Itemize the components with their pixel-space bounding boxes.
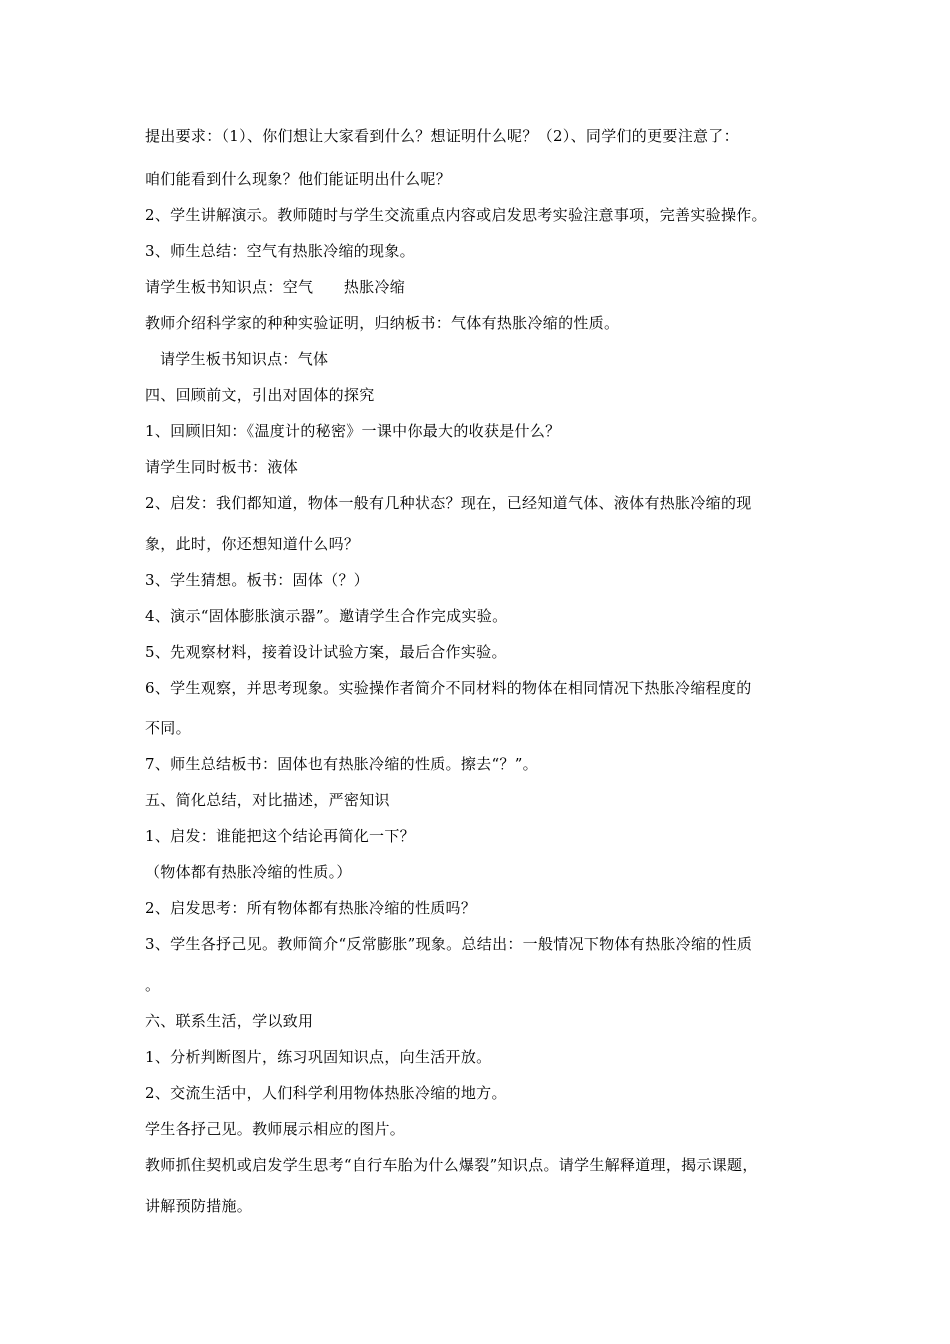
text-line: 6、学生观察，并思考现象。实验操作者简介不同材料的物体在相同情况下热胀冷缩程度的 bbox=[145, 679, 752, 697]
section-heading: 五、简化总结，对比描述，严密知识 bbox=[145, 791, 390, 809]
text-line: 2、学生讲解演示。教师随时与学生交流重点内容或启发思考实验注意事项，完善实验操作。 bbox=[145, 206, 767, 224]
text-line: 学生各抒己见。教师展示相应的图片。 bbox=[145, 1120, 406, 1138]
text-line: 3、学生各抒己见。教师简介“反常膨胀”现象。总结出：一般情况下物体有热胀冷缩的性质 bbox=[145, 935, 753, 953]
section-heading: 六、联系生活，学以致用 bbox=[145, 1012, 314, 1030]
text-line: 1、分析判断图片，练习巩固知识点，向生活开放。 bbox=[145, 1048, 492, 1066]
text-line: 1、启发：谁能把这个结论再简化一下？ bbox=[145, 827, 415, 845]
text-line: 请学生同时板书：液体 bbox=[145, 458, 299, 476]
text-line: 咱们能看到什么现象？他们能证明出什么呢？ bbox=[145, 170, 452, 188]
text-line: 提出要求：（1）、你们想让大家看到什么？想证明什么呢？（2）、同学们的更要注意了： bbox=[145, 127, 739, 145]
text-line: 4、演示“固体膨胀演示器”。邀请学生合作完成实验。 bbox=[145, 607, 508, 625]
text-line: （物体都有热胀冷缩的性质。） bbox=[145, 863, 352, 881]
text-line: 7、师生总结板书：固体也有热胀冷缩的性质。擦去“？”。 bbox=[145, 755, 538, 773]
text-line: 。 bbox=[145, 976, 161, 994]
text-line: 1、回顾旧知：《温度计的秘密》一课中你最大的收获是什么？ bbox=[145, 422, 561, 440]
text-line: 2、启发：我们都知道，物体一般有几种状态？现在，已经知道气体、液体有热胀冷缩的现 bbox=[145, 494, 752, 512]
text-line: 教师抓住契机或启发学生思考“自行车胎为什么爆裂”知识点。请学生解释道理，揭示课题， bbox=[145, 1156, 758, 1174]
text-line: 请学生板书知识点：气体 bbox=[160, 350, 329, 368]
text-line: 3、师生总结：空气有热胀冷缩的现象。 bbox=[145, 242, 415, 260]
text-line: 5、先观察材料，接着设计试验方案，最后合作实验。 bbox=[145, 643, 507, 661]
text-line: 讲解预防措施。 bbox=[145, 1197, 253, 1215]
text-line: 2、交流生活中，人们科学利用物体热胀冷缩的地方。 bbox=[145, 1084, 507, 1102]
text-line: 教师介绍科学家的种种实验证明，归纳板书：气体有热胀冷缩的性质。 bbox=[145, 314, 620, 332]
text-line: 请学生板书知识点：空气 热胀冷缩 bbox=[145, 278, 406, 296]
text-line: 2、启发思考：所有物体都有热胀冷缩的性质吗？ bbox=[145, 899, 477, 917]
section-heading: 四、回顾前文，引出对固体的探究 bbox=[145, 386, 375, 404]
text-line: 象，此时，你还想知道什么吗？ bbox=[145, 535, 360, 553]
text-line: 不同。 bbox=[145, 719, 191, 737]
text-line: 3、学生猜想。板书：固体（？） bbox=[145, 571, 370, 589]
